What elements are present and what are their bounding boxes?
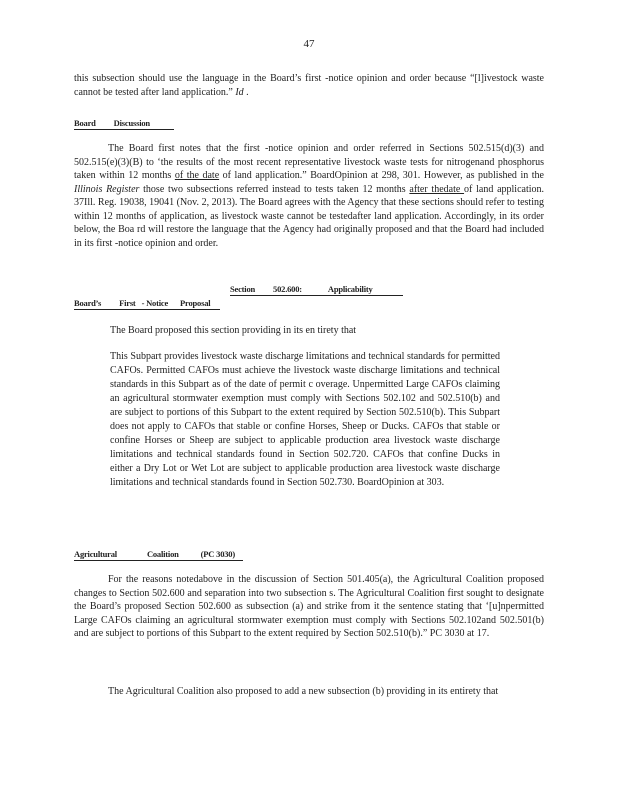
heading-section-title: Applicability <box>327 284 373 294</box>
intro-text: this subsection should use the language in the Board’s first -notice opinion and order because “[l]ivestock waste cannot be tested after land application.” <box>74 73 544 98</box>
underlined-phrase-2: after thedate <box>409 183 465 195</box>
discussion-text: those two subsections referred instead to tests taken 12 months <box>139 183 410 195</box>
heading-agricultural-coalition <box>74 549 243 561</box>
paragraph-board-discussion <box>74 142 544 250</box>
discussion-text: of land application. 37Ill. Reg. 19038, 19041 (Nov. 2, 2013). The Board agrees with the Agency that these sections should refer to testing within 12 months of application, as livestock waste cannot be testedafter land application. Accordingly, in its order below, the Boa rd will restore the language that the Agency had originally proposed and that the Board had included in its first -notice opinion and order. <box>74 183 544 249</box>
paragraph-intro <box>74 72 544 99</box>
heading-discussion: Discussion <box>113 118 150 128</box>
quoted-subpart-text: This Subpart provides livestock waste discharge limitations and technical standards for permitted CAFOs. Permitted CAFOs must achieve the livestock waste discharge limitations and technical standards in this Subpart as of the date of permit c overage. Unpermitted Large CAFOs claiming an agricultural stormwater exemption must comply with Sections 502.102 and 502.510(b) and are subject to portions of this Subpart to the extent required by Section 502.510(b). This Subpart does not apply to CAFOs that stable or confine Horses, Sheep or Ducks. CAFOs that stable or confine Horses or Sheep are subject to applicable production area livestock waste discharge limitations and technical standards found in Section 502.720. CAFOs that confine Ducks in either a Dry Lot or Wet Lot are subject to applicable production area livestock waste discharge limitations and technical standards found in Section 502.730. BoardOpinion at 303. <box>110 351 500 488</box>
heading-first-notice-proposal <box>74 298 220 310</box>
heading-board: Board <box>74 118 96 128</box>
underlined-phrase-1: of the date <box>174 170 220 181</box>
paragraph-coalition-changes: For the reasons notedabove in the discussion of Section 501.405(a), the Agricultural Coalition proposed changes to Section 502.600 and separation into two subsection s. The Agricultural Coalition first sought to designate the Board’s proposed Section 502.600 as subsection (a) and strike from it the sentence stating that ‘[u]npermitted Large CAFOs claiming an agricultural stormwater exemption must comply with Sections 502.102and 502.501(b) and are subject to portions of this Subpart to the extent required by Section 502.510(b).” PC 3030 at 17. <box>74 574 544 639</box>
heading-section-label: Section <box>230 284 256 294</box>
intro-text-end: . <box>243 86 249 98</box>
heading-board-discussion <box>74 118 174 130</box>
italic-register: Illinois Register <box>74 183 140 195</box>
heading-pc-3030: (PC 3030) <box>200 549 235 559</box>
heading-agricultural: Agricultural <box>74 549 117 559</box>
heading-proposal: Proposal <box>180 298 211 308</box>
paragraph-proposed-intro: The Board proposed this section providing in its en tirety that <box>110 325 357 336</box>
heading-first: First <box>119 298 136 308</box>
discussion-text: of land application.” BoardOpinion at 298, 301. However, as published in the <box>219 170 544 181</box>
page-number: 47 <box>303 38 315 50</box>
heading-section-502-600 <box>230 284 403 296</box>
heading-notice: - Notice <box>141 298 169 308</box>
intro-citation: Id <box>235 86 244 98</box>
discussion-text: The Board first notes that the first -notice opinion and order referred in Sections 502.515(d)(3) and 502.515(e)(3)(B) to ‘the results of the most recent representative livestock waste tests for nitrogenand phosphorus taken within 12 months <box>74 143 544 181</box>
heading-coalition: Coalition <box>146 549 179 559</box>
paragraph-coalition-new-subsection: The Agricultural Coalition also proposed to add a new subsection (b) providing in its entirety that <box>108 686 499 697</box>
heading-section-number: 502.600: <box>273 284 302 294</box>
heading-boards: Board’s <box>74 298 102 308</box>
